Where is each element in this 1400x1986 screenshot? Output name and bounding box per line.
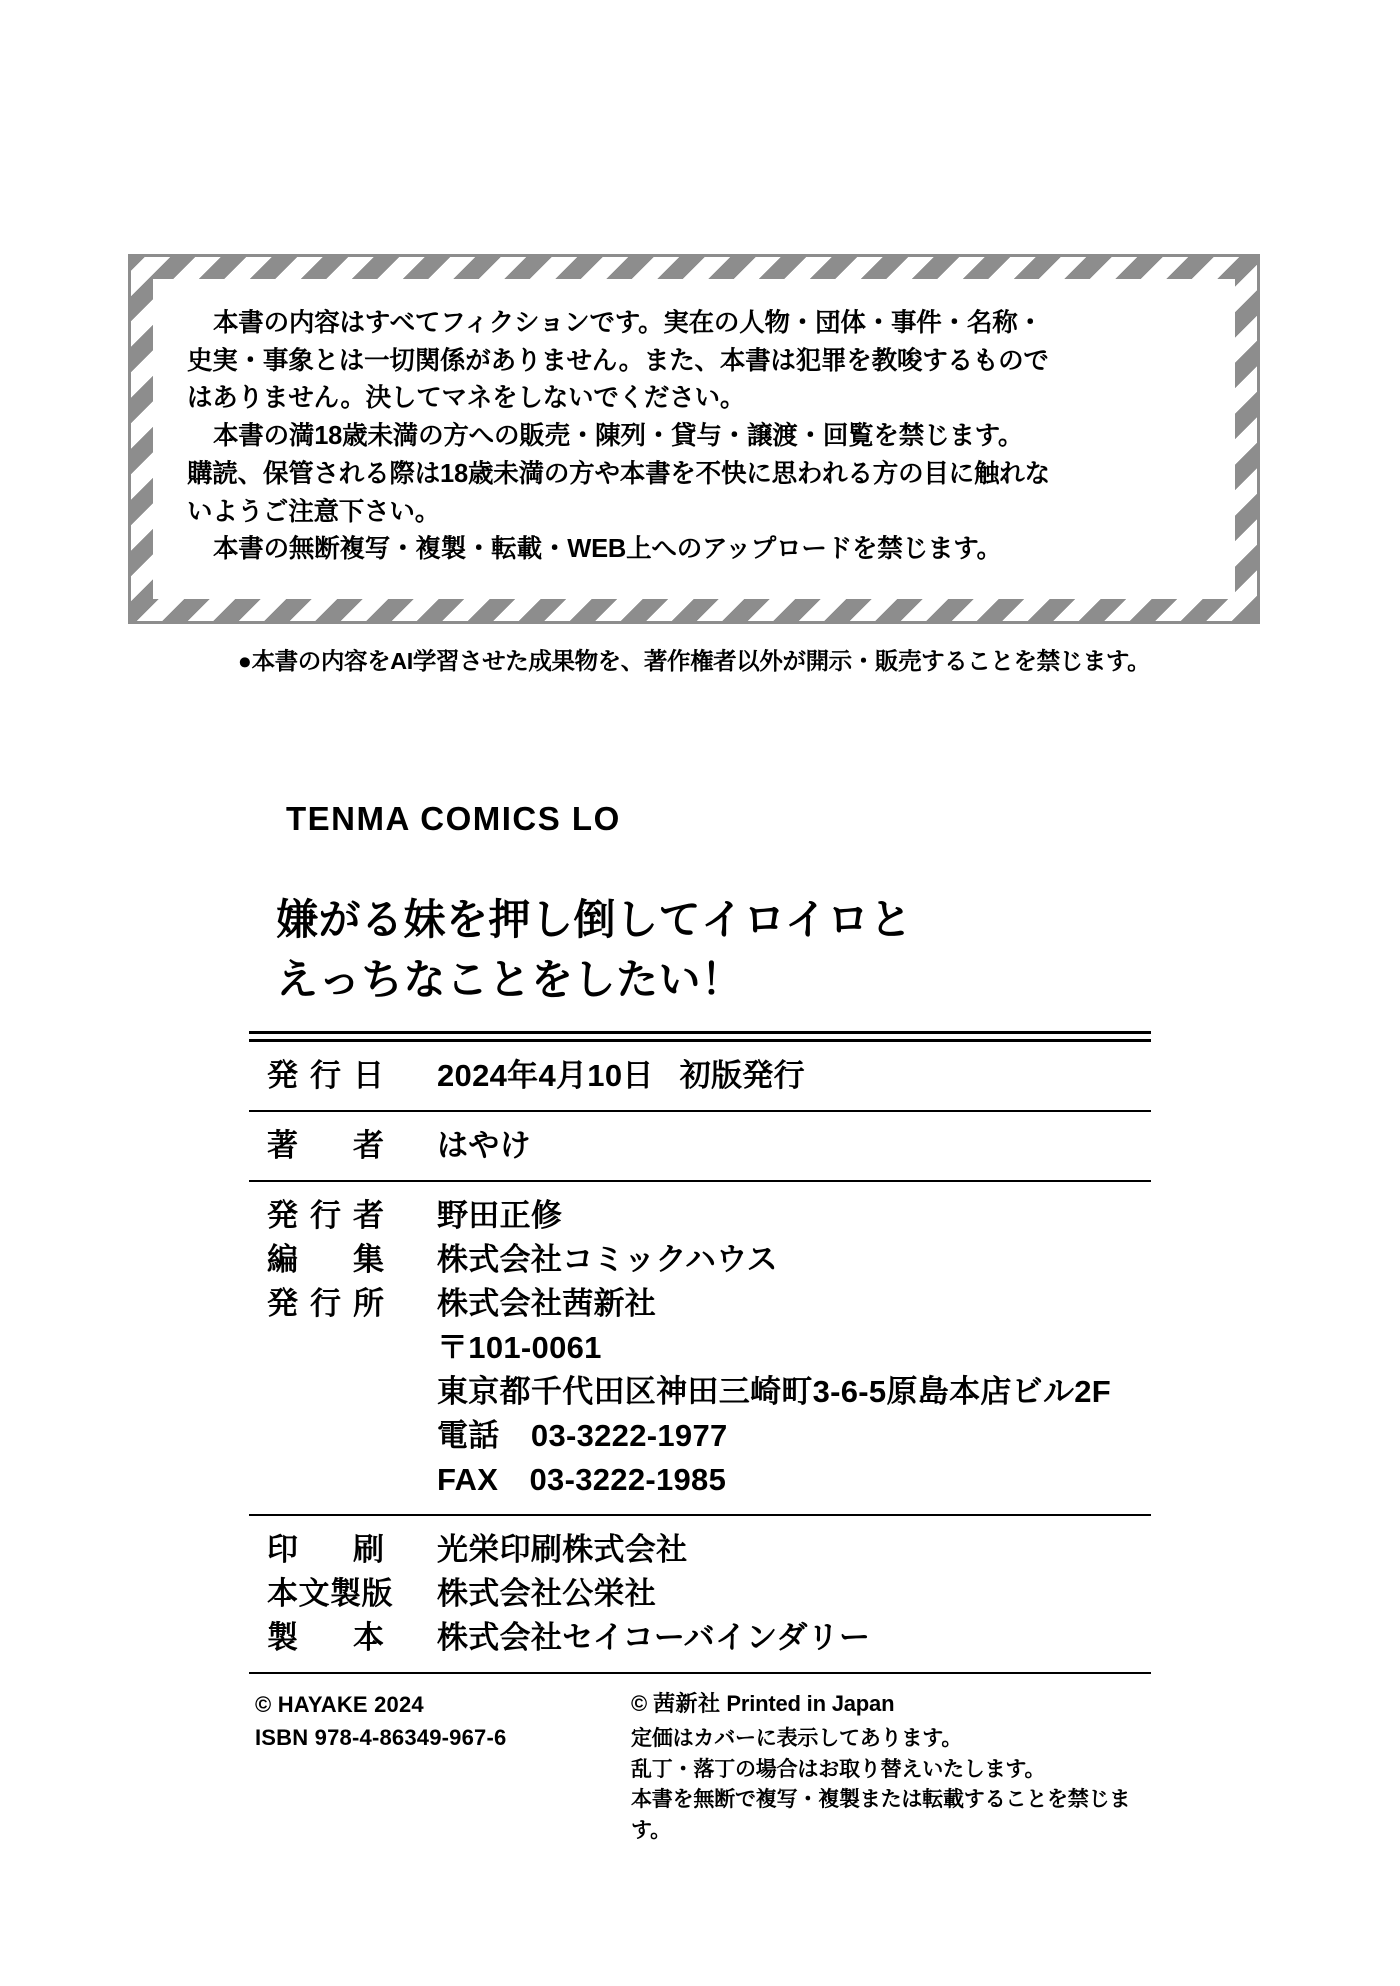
isbn: ISBN 978-4-86349-967-6: [255, 1725, 507, 1751]
binding-value: 株式会社セイコーバインダリー: [437, 1620, 871, 1656]
printing-row: [249, 1528, 1151, 1572]
editor-row: [249, 1238, 1151, 1282]
publisher-notes-group: [631, 1688, 1151, 1846]
colophon: [0, 800, 1400, 1846]
book-title-line-2: えっちなことをしたい！: [276, 955, 744, 1003]
notice-line: 購読、保管される際は18歳未満の方や本書を不快に思われる方の目に触れな: [187, 459, 1050, 488]
publisher-block: [249, 1182, 1151, 1514]
printing-label: 印 刷: [267, 1532, 396, 1568]
copyright-publisher-name: 茜新社: [652, 1691, 721, 1717]
colophon-footer: [249, 1674, 1151, 1846]
price-note: 定価はカバーに表示してあります。: [631, 1727, 963, 1751]
defect-note: 乱丁・落丁の場合はお取り替えいたします。: [631, 1757, 1046, 1781]
notice-line: 本書の無断複写・複製・転載・WEB上へのアップロードを禁じます。: [213, 535, 1002, 564]
author-row: [249, 1124, 1151, 1168]
copyright-isbn-group: [249, 1688, 506, 1846]
author-value: はやけ: [437, 1128, 531, 1164]
publisher-person-row: [249, 1194, 1151, 1238]
editor-label: 編 集: [267, 1242, 396, 1278]
typesetting-row: [249, 1572, 1151, 1616]
typesetting-value: 株式会社公栄社: [437, 1576, 657, 1612]
imprint-label: TENMA COMICS LO: [286, 800, 621, 837]
author-block: [249, 1112, 1151, 1180]
legal-notice-box: [128, 254, 1260, 676]
production-block: [249, 1516, 1151, 1672]
typesetting-label: 本文製版: [267, 1576, 393, 1612]
copyright-author: © HAYAKE 2024: [255, 1692, 424, 1718]
copyright-symbol: ©: [631, 1691, 648, 1717]
notice-line: 本書の満18歳未満の方への販売・陳列・貸与・譲渡・回覧を禁じます。: [213, 422, 1024, 451]
notice-line: はありません。決してマネをしないでください。: [187, 384, 746, 413]
publisher-person-label: 発行者: [267, 1198, 396, 1234]
publication-date-text: 2024年4月10日: [437, 1058, 654, 1094]
publisher-fax: FAX 03-3222-1985: [437, 1462, 727, 1498]
printed-in-label: Printed in Japan: [726, 1691, 895, 1717]
binding-label: 製 本: [267, 1620, 396, 1656]
divider: [249, 1031, 1151, 1034]
publisher-person-value: 野田正修: [437, 1198, 563, 1234]
hazard-striped-frame: [128, 254, 1260, 624]
publisher-address: 東京都千代田区神田三崎町3-6-5原島本店ビル2F: [437, 1374, 1112, 1410]
binding-row: [249, 1616, 1151, 1660]
reproduction-note: 本書を無断で複写・複製または転載することを禁じます。: [631, 1788, 1131, 1842]
publication-date-row: [249, 1054, 1151, 1098]
publisher-company-row: [249, 1282, 1151, 1326]
publication-edition-text: 初版発行: [679, 1058, 805, 1094]
notice-line: 史実・事象とは一切関係がありません。また、本書は犯罪を教唆するもので: [187, 346, 1049, 375]
publisher-phone: 電話 03-3222-1977: [437, 1418, 728, 1454]
book-title-line-1: 嫌がる妹を押し倒してイロイロと: [276, 896, 913, 943]
notice-line: いようご注意下さい。: [187, 497, 441, 526]
ai-training-notice: ●本書の内容をAI学習させた成果物を、著作権者以外が開示・販売することを禁じます。: [237, 648, 1151, 675]
notice-text-panel: [153, 279, 1235, 599]
publisher-postal-code: 〒101-0061: [437, 1330, 602, 1366]
copyright-publisher-line: [631, 1688, 1151, 1720]
publisher-company-label: 発行所: [267, 1286, 396, 1322]
notice-line: 本書の内容はすべてフィクションです。実在の人物・団体・事件・名称・: [213, 309, 1043, 337]
printing-value: 光栄印刷株式会社: [437, 1532, 688, 1568]
author-label: 著 者: [267, 1128, 396, 1164]
publication-date-label: 発行日: [267, 1058, 396, 1094]
publication-block: [249, 1042, 1151, 1110]
publisher-company-value: 株式会社茜新社: [437, 1286, 657, 1322]
editor-value: 株式会社コミックハウス: [437, 1242, 778, 1278]
publication-date-value: [437, 1054, 1151, 1098]
page-title: [276, 890, 1206, 1009]
